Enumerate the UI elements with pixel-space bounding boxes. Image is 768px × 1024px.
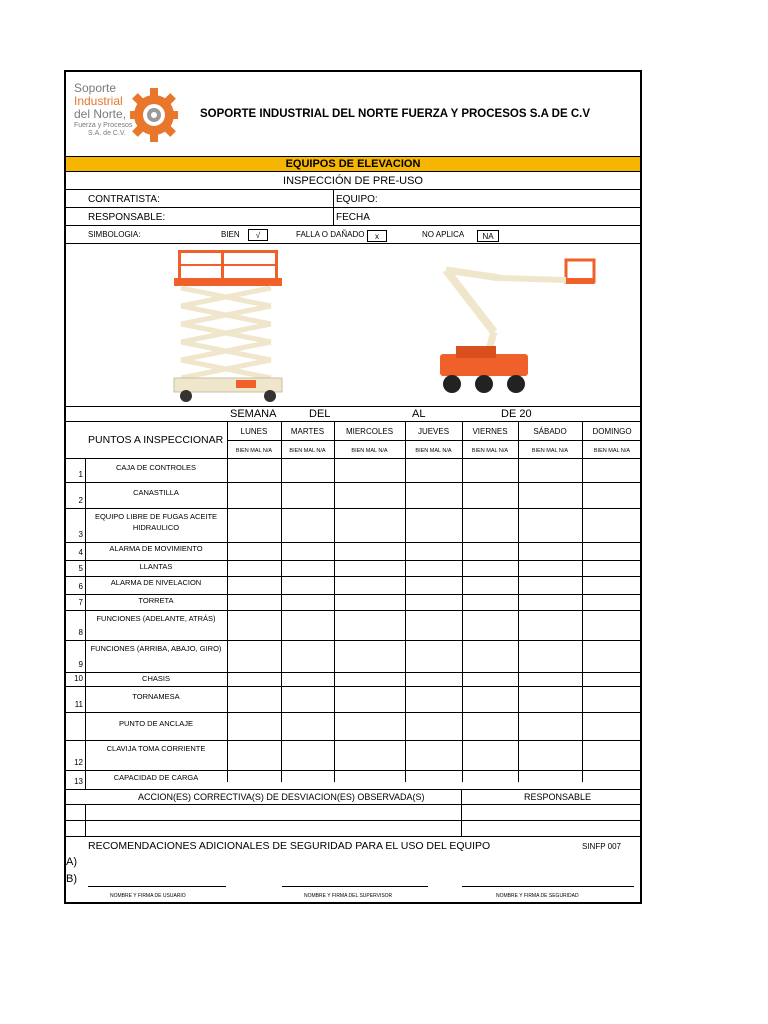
- check-cell[interactable]: [463, 740, 518, 770]
- signature-usuario-label: NOMBRE Y FIRMA DE USUARIO: [110, 893, 186, 899]
- check-cell[interactable]: [335, 594, 405, 610]
- semana-label: SEMANA: [230, 408, 277, 420]
- check-cell[interactable]: [519, 740, 582, 770]
- check-cell[interactable]: [282, 482, 334, 508]
- day-header-4: VIERNES: [472, 427, 508, 436]
- check-cell[interactable]: [228, 482, 281, 508]
- table-row: [66, 482, 640, 508]
- check-cell[interactable]: [463, 712, 518, 740]
- table-header-label: PUNTOS A INSPECCIONAR: [88, 434, 224, 446]
- table-row: [66, 542, 640, 560]
- check-cell[interactable]: [583, 542, 642, 560]
- check-cell[interactable]: [463, 560, 518, 576]
- check-cell[interactable]: [583, 560, 642, 576]
- row-number: 4: [78, 548, 83, 557]
- actions-responsable: RESPONSABLE: [524, 792, 592, 802]
- row-number: 5: [78, 564, 83, 573]
- day-subheader-1: BIEN MAL N/A: [289, 448, 326, 454]
- row-label: CAPACIDAD DE CARGA: [113, 773, 199, 782]
- check-cell[interactable]: [335, 686, 405, 712]
- day-subheader-5: BIEN MAL N/A: [531, 448, 569, 454]
- row-label: ALARMA DE NIVELACION: [110, 578, 202, 587]
- recommendations-title: RECOMENDACIONES ADICIONALES DE SEGURIDAD PARA EL USO DEL EQUIPO: [88, 840, 491, 852]
- company-logo: [70, 78, 180, 152]
- row-label: CAJA DE CONTROLES: [115, 463, 197, 472]
- check-cell[interactable]: [228, 770, 281, 789]
- no-aplica-symbol-box: NA: [477, 230, 499, 242]
- check-cell[interactable]: [335, 740, 405, 770]
- table-row: [66, 560, 640, 576]
- check-cell[interactable]: [519, 542, 582, 560]
- check-cell[interactable]: [583, 770, 642, 789]
- check-cell[interactable]: [282, 560, 334, 576]
- check-cell[interactable]: [463, 686, 518, 712]
- day-header-0: LUNES: [240, 427, 268, 436]
- row-number: 11: [74, 700, 83, 709]
- row-label: TORRETA: [138, 596, 174, 605]
- check-cell[interactable]: [463, 672, 518, 686]
- form-code: SINFP 007: [582, 842, 621, 851]
- check-cell[interactable]: [583, 458, 642, 482]
- check-cell[interactable]: [406, 482, 462, 508]
- simbologia-label: SIMBOLOGIA:: [88, 230, 141, 239]
- logo-text-5: S.A. de C.V.: [88, 130, 126, 137]
- form-subtitle: INSPECCIÓN DE PRE-USO: [283, 175, 423, 187]
- table-row: [66, 672, 640, 686]
- contratista-label: CONTRATISTA:: [88, 194, 160, 205]
- check-cell[interactable]: [282, 712, 334, 740]
- bien-symbol-box: √: [248, 229, 268, 241]
- check-cell[interactable]: [335, 640, 405, 672]
- check-cell[interactable]: [463, 594, 518, 610]
- row-number: 9: [78, 660, 83, 669]
- check-cell[interactable]: [282, 458, 334, 482]
- check-cell[interactable]: [519, 458, 582, 482]
- check-cell[interactable]: [519, 576, 582, 594]
- check-cell[interactable]: [519, 594, 582, 610]
- falla-label: FALLA O DAÑADO: [296, 230, 365, 239]
- check-cell[interactable]: [406, 672, 462, 686]
- check-cell[interactable]: [228, 640, 281, 672]
- check-cell[interactable]: [519, 686, 582, 712]
- check-cell[interactable]: [335, 576, 405, 594]
- table-row: [66, 740, 640, 770]
- company-name: SOPORTE INDUSTRIAL DEL NORTE FUERZA Y PROCESOS S.A DE C.V: [200, 108, 590, 120]
- day-header-5: SÁBADO: [533, 427, 567, 436]
- logo-text-4: Fuerza y Procesos: [74, 122, 133, 129]
- check-cell[interactable]: [335, 770, 405, 789]
- table-row: [66, 458, 640, 482]
- day-subheader-6: BIEN MAL N/A: [593, 448, 631, 454]
- check-cell[interactable]: [463, 610, 518, 640]
- table-row: [66, 610, 640, 640]
- row-label: ALARMA DE MOVIMIENTO: [109, 544, 203, 553]
- check-cell[interactable]: [228, 686, 281, 712]
- row-label: FUNCIONES (ADELANTE, ATRÁS): [96, 614, 216, 623]
- check-cell[interactable]: [406, 610, 462, 640]
- del-label: DEL: [309, 408, 331, 420]
- day-subheader-4: BIEN MAL N/A: [471, 448, 509, 454]
- check-cell[interactable]: [282, 610, 334, 640]
- gear-icon: [130, 82, 178, 148]
- check-cell[interactable]: [228, 576, 281, 594]
- table-row: [66, 508, 640, 542]
- check-cell[interactable]: [519, 640, 582, 672]
- day-subheader-3: BIEN MAL N/A: [415, 448, 452, 454]
- row-number: 6: [78, 582, 83, 591]
- check-cell[interactable]: [406, 560, 462, 576]
- table-row: [66, 594, 640, 610]
- section-title: EQUIPOS DE ELEVACION: [285, 158, 421, 170]
- day-subheader-0: BIEN MAL N/A: [235, 448, 273, 454]
- bien-label: BIEN: [221, 230, 240, 239]
- check-cell[interactable]: [282, 542, 334, 560]
- check-cell[interactable]: [463, 482, 518, 508]
- check-cell[interactable]: [282, 640, 334, 672]
- row-number: 12: [74, 758, 83, 767]
- check-cell[interactable]: [335, 672, 405, 686]
- inspection-form: [64, 70, 642, 904]
- row-label: CLAVIJA TOMA CORRIENTE: [106, 744, 206, 753]
- check-cell[interactable]: [228, 672, 281, 686]
- signature-seguridad-label: NOMBRE Y FIRMA DE SEGURIDAD: [496, 893, 579, 899]
- check-cell[interactable]: [406, 508, 462, 542]
- day-header-1: MARTES: [290, 427, 325, 436]
- check-cell[interactable]: [228, 610, 281, 640]
- check-cell[interactable]: [463, 770, 518, 789]
- table-row: [66, 640, 640, 672]
- row-number: 7: [78, 598, 83, 607]
- check-cell[interactable]: [519, 712, 582, 740]
- line-b-label: B): [66, 873, 77, 885]
- check-cell[interactable]: [406, 576, 462, 594]
- de-label: DE 20: [501, 408, 532, 420]
- row-number: 10: [74, 674, 83, 683]
- check-cell[interactable]: [583, 508, 642, 542]
- row-label: PUNTO DE ANCLAJE: [118, 719, 194, 728]
- table-row: [66, 576, 640, 594]
- check-cell[interactable]: [282, 508, 334, 542]
- check-cell[interactable]: [406, 686, 462, 712]
- signature-line-usuario: [88, 886, 226, 887]
- fecha-label: FECHA: [336, 212, 370, 223]
- check-cell[interactable]: [335, 610, 405, 640]
- check-cell[interactable]: [519, 770, 582, 789]
- check-cell[interactable]: [282, 594, 334, 610]
- day-subheader-2: BIEN MAL N/A: [351, 448, 388, 454]
- check-cell[interactable]: [228, 594, 281, 610]
- boom-lift-image: [416, 250, 602, 400]
- check-cell[interactable]: [282, 672, 334, 686]
- check-cell[interactable]: [228, 740, 281, 770]
- check-cell[interactable]: [406, 458, 462, 482]
- check-cell[interactable]: [583, 672, 642, 686]
- row-label: TORNAMESA: [132, 692, 180, 701]
- check-cell[interactable]: [519, 560, 582, 576]
- row-label: EQUIPO LIBRE DE FUGAS ACEITE HIDRAULICO: [94, 512, 218, 532]
- row-number: 1: [78, 470, 83, 479]
- check-cell[interactable]: [406, 640, 462, 672]
- check-cell[interactable]: [282, 686, 334, 712]
- check-cell[interactable]: [463, 576, 518, 594]
- check-cell[interactable]: [406, 740, 462, 770]
- check-cell[interactable]: [228, 458, 281, 482]
- table-row: [66, 712, 640, 740]
- check-cell[interactable]: [335, 712, 405, 740]
- table-row: [66, 686, 640, 712]
- scissor-lift-image: [166, 244, 286, 404]
- logo-text-3: del Norte,: [74, 107, 127, 121]
- al-label: AL: [412, 408, 426, 420]
- check-cell[interactable]: [583, 640, 642, 672]
- check-cell[interactable]: [583, 576, 642, 594]
- check-cell[interactable]: [228, 560, 281, 576]
- check-cell[interactable]: [519, 610, 582, 640]
- check-cell[interactable]: [228, 508, 281, 542]
- line-a-label: A): [66, 856, 77, 868]
- signature-line-seguridad: [462, 886, 634, 887]
- check-cell[interactable]: [463, 508, 518, 542]
- check-cell[interactable]: [335, 482, 405, 508]
- logo-text-2: Industrial: [74, 94, 123, 108]
- check-cell[interactable]: [228, 712, 281, 740]
- check-cell[interactable]: [583, 610, 642, 640]
- day-header-2: MIERCOLES: [345, 427, 394, 436]
- check-cell[interactable]: [406, 594, 462, 610]
- check-cell[interactable]: [583, 686, 642, 712]
- falla-symbol-box: x: [367, 230, 387, 242]
- check-cell[interactable]: [335, 508, 405, 542]
- signature-supervisor-label: NOMBRE Y FIRMA DEL SUPERVISOR: [304, 893, 393, 899]
- check-cell[interactable]: [583, 712, 642, 740]
- no-aplica-label: NO APLICA: [422, 230, 465, 239]
- responsable-label: RESPONSABLE:: [88, 212, 166, 223]
- check-cell[interactable]: [335, 560, 405, 576]
- check-cell[interactable]: [463, 542, 518, 560]
- row-number: 2: [78, 496, 83, 505]
- check-cell[interactable]: [282, 576, 334, 594]
- check-cell[interactable]: [282, 770, 334, 789]
- check-cell[interactable]: [228, 542, 281, 560]
- row-number: 13: [74, 777, 83, 786]
- equipo-label: EQUIPO:: [336, 194, 378, 205]
- table-row: [66, 770, 640, 789]
- check-cell[interactable]: [463, 640, 518, 672]
- signature-line-supervisor: [282, 886, 428, 887]
- check-cell[interactable]: [406, 712, 462, 740]
- row-label: CHASIS: [142, 674, 170, 683]
- section-title-band: [66, 156, 640, 172]
- row-label: CANASTILLA: [133, 488, 179, 497]
- check-cell[interactable]: [519, 508, 582, 542]
- logo-text-1: Soporte: [74, 81, 117, 95]
- check-cell[interactable]: [335, 542, 405, 560]
- check-cell[interactable]: [463, 458, 518, 482]
- day-header-3: JUEVES: [417, 427, 450, 436]
- row-number: 8: [78, 628, 83, 637]
- row-label: FUNCIONES (ARRIBA, ABAJO, GIRO): [90, 644, 222, 653]
- check-cell[interactable]: [406, 542, 462, 560]
- check-cell[interactable]: [583, 740, 642, 770]
- check-cell[interactable]: [519, 672, 582, 686]
- row-label: LLANTAS: [139, 562, 173, 571]
- check-cell[interactable]: [282, 740, 334, 770]
- day-header-6: DOMINGO: [592, 427, 632, 436]
- row-number: 3: [78, 530, 83, 539]
- check-cell[interactable]: [583, 594, 642, 610]
- actions-header: ACCION(ES) CORRECTIVA(S) DE DESVIACION(ES) OBSERVADA(S): [138, 792, 425, 802]
- check-cell[interactable]: [335, 458, 405, 482]
- check-cell[interactable]: [583, 482, 642, 508]
- check-cell[interactable]: [406, 770, 462, 789]
- check-cell[interactable]: [519, 482, 582, 508]
